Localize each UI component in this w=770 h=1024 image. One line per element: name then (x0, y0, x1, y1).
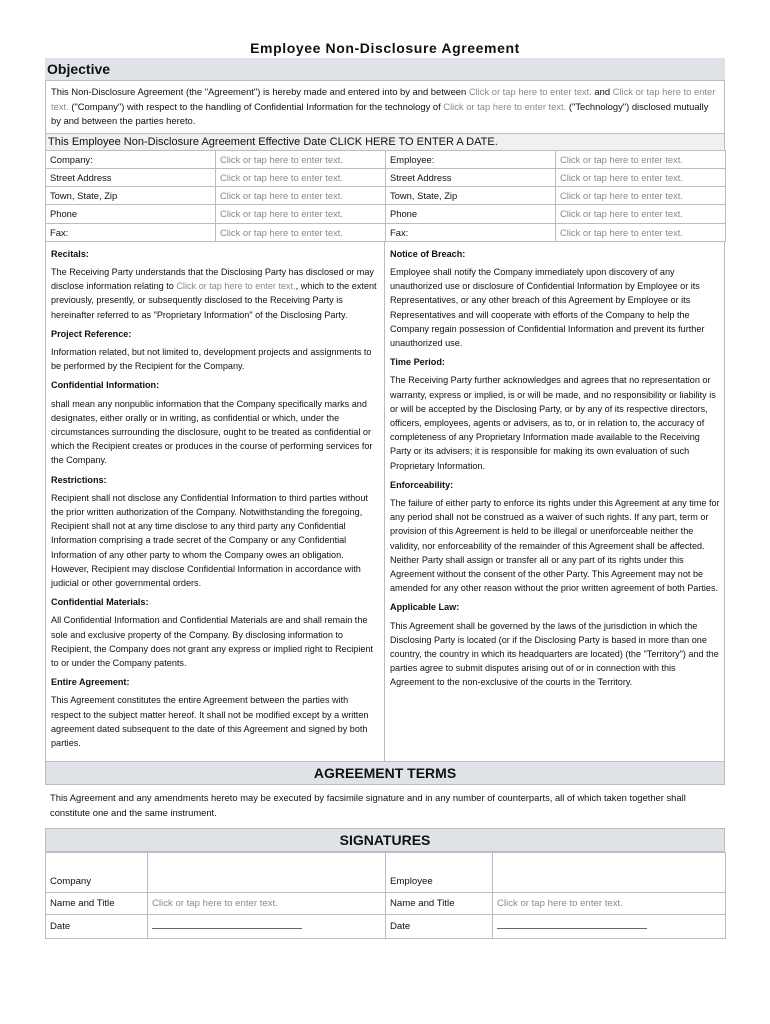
effective-date-bar (45, 134, 725, 150)
employee-name-title-label: Name and Title (386, 893, 493, 915)
employee-town-label: Town, State, Zip (386, 187, 556, 205)
employee-signature-field[interactable] (493, 853, 726, 893)
date-line (152, 922, 302, 929)
agreement-terms-text: This Agreement and any amendments hereto may be executed by facsimile signature and in any number of counterparts, all of which taken together shall constitute one and the same instrument. (50, 792, 686, 818)
enforceability-text: The failure of either party to enforce its rights under this Agreement at any time for any period shall not be construed as a waiver of such rights. If any part, term or provision of this Agreement is held to be illegal or unenforceable neither the validity, nor enforceability of the remainder of this Agreement shall be affected. Neither Party shall assign or transfer all or any part of its rights under this Agreement without the consent of the other Party. This Agreement may not be amended for any other reason without the prior written agreement of both Parties. (390, 497, 720, 594)
parties-table (45, 150, 726, 242)
company-phone-label: Phone (46, 205, 216, 223)
confidential-materials-heading: Confidential Materials: (51, 597, 149, 608)
entire-agreement-text: This Agreement constitutes the entire Agreement between the parties with respect to the subject matter hereof. It shall not be modified except by a written agreement dated subsequent to the date of this Agreement and signed by both parties. (51, 695, 369, 749)
company-name-title-label: Name and Title (46, 893, 148, 915)
recitals-text (51, 265, 380, 322)
company-town-input[interactable]: Click or tap here to enter text. (216, 187, 386, 205)
placeholder-field[interactable]: Click or tap here to enter text. (51, 86, 716, 112)
project-reference-heading: Project Reference: (51, 328, 132, 339)
table-row (46, 150, 726, 168)
notice-of-breach-heading: Notice of Breach: (390, 248, 466, 259)
employee-label: Employee: (386, 150, 556, 168)
notice-of-breach-text: Employee shall notify the Company immediately upon discovery of any unauthorized use or disclosure of Confidential Information by Employee or its Representatives, or any other breach of this Agreement by Employee or its Representatives and will cooperate with efforts of the Company to help the Company regain possession of Confidential Information and prevent its further unauthorized use. (390, 266, 705, 348)
sig-employee-label: Employee (386, 853, 493, 893)
recitals-heading: Recitals: (51, 248, 89, 259)
employee-phone-input[interactable]: Click or tap here to enter text. (556, 205, 726, 223)
employee-name-title-input[interactable]: Click or tap here to enter text. (493, 893, 726, 915)
company-phone-input[interactable]: Click or tap here to enter text. (216, 205, 386, 223)
agreement-terms-heading: AGREEMENT TERMS (45, 762, 725, 785)
restrictions-text: Recipient shall not disclose any Confidential Information to third parties without the prior written authorization of the Company. Notwithstanding the foregoing, Recipient shall not at any time disclose to any third party any Confidential Information comprising a trade secret of the Company or any Confidential Information of any other party to whom the Company owes an obligation. However, Recipient may disclose Confidential Information in accordance with judicial or other governmental orders. (51, 492, 368, 588)
signatures-table (45, 852, 726, 939)
placeholder-field[interactable]: Click or tap here to enter text. (176, 281, 296, 292)
table-row (46, 168, 726, 186)
clauses-left-column (46, 242, 385, 762)
document-page (45, 38, 725, 939)
table-row (46, 915, 726, 939)
employee-phone-label: Phone (386, 205, 556, 223)
placeholder-field[interactable]: Click or tap here to enter text. (443, 100, 567, 112)
date-line (497, 922, 647, 929)
employee-town-input[interactable]: Click or tap here to enter text. (556, 187, 726, 205)
employee-date-label: Date (386, 915, 493, 939)
document-title: Employee Non-Disclosure Agreement (250, 40, 520, 56)
applicable-law-text: This Agreement shall be governed by the laws of the jurisdiction in which the Disclosing Party is located (or if the Disclosing Party is based in more than one country, the country in which its headquarters are located) (the "Territory") and the parties agree to submit disputes arising out of or in connection with this Agreement to the non-exclusive of the courts in the Territory. (390, 620, 719, 688)
employee-street-label: Street Address (386, 168, 556, 186)
effective-date-field[interactable]: CLICK HERE TO ENTER A DATE. (329, 135, 498, 148)
confidential-information-text: shall mean any nonpublic information that the Company specifically marks and designates, either orally or in writing, as confidential or which, under the circumstances surrounding the disclosure, ought to be treated as confidential or which the Recipient creates or produces in the course of performing services for the Company. (51, 398, 373, 466)
employee-date-field[interactable] (493, 915, 726, 939)
restrictions-heading: Restrictions: (51, 474, 107, 485)
company-input[interactable]: Click or tap here to enter text. (216, 150, 386, 168)
employee-fax-input[interactable]: Click or tap here to enter text. (556, 223, 726, 241)
table-row (46, 205, 726, 223)
table-row (46, 853, 726, 893)
objective-text-3: ("Company") with respect to the handling of Confidential Information for the technology of (68, 100, 444, 112)
company-street-label: Street Address (46, 168, 216, 186)
company-fax-label: Fax: (46, 223, 216, 241)
employee-street-input[interactable]: Click or tap here to enter text. (556, 168, 726, 186)
clauses-section (45, 242, 725, 763)
placeholder-field[interactable]: Click or tap here to enter text. (468, 86, 592, 97)
objective-box (45, 81, 725, 134)
table-row (46, 187, 726, 205)
signatures-heading: SIGNATURES (45, 828, 725, 852)
clauses-right-column (385, 242, 724, 762)
sig-company-label: Company (46, 853, 148, 893)
enforceability-heading: Enforceability: (390, 479, 454, 490)
confidential-information-heading: Confidential Information: (51, 380, 160, 391)
applicable-law-heading: Applicable Law: (390, 602, 460, 613)
objective-text-2: and (591, 86, 613, 97)
entire-agreement-heading: Entire Agreement: (51, 677, 130, 688)
company-name-title-input[interactable]: Click or tap here to enter text. (148, 893, 386, 915)
time-period-text: The Receiving Party further acknowledges and agrees that no representation or warranty, express or implied, is or will be made, and no responsibility or liability is or will be accepted by the Disclosing Party, or by any of its respective directors, officers, employees, agents or advisers, as to, or in relation to, the accuracy of completeness of any Proprietary Information made available to the Receiving Party or its advisers; it is responsible for making its own evaluation of such Proprietary Information. (390, 375, 716, 471)
company-signature-field[interactable] (148, 853, 386, 893)
recitals-text-a: The Receiving Party understands that the Disclosing Party has disclosed or may disclose information relating to (51, 266, 374, 292)
objective-heading: Objective (45, 58, 725, 81)
project-reference-text: Information related, but not limited to, development projects and assignments to be performed by the Recipient for the Company. (51, 346, 372, 372)
objective-text-4: ("Technology") disclosed mutually by and between the parties hereto. (51, 100, 709, 127)
company-town-label: Town, State, Zip (46, 187, 216, 205)
table-row (46, 893, 726, 915)
time-period-heading: Time Period: (390, 357, 445, 368)
company-fax-input[interactable]: Click or tap here to enter text. (216, 223, 386, 241)
company-street-input[interactable]: Click or tap here to enter text. (216, 168, 386, 186)
company-label: Company: (46, 150, 216, 168)
employee-fax-label: Fax: (386, 223, 556, 241)
recitals-text-b: , which to the extent previously, presently, or subsequently disclosed to the Receiving Party is hereinafter referred to as "Proprietary Information" of the Disclosing Party. (51, 281, 377, 320)
objective-text (46, 81, 724, 133)
effective-date-label: This Employee Non-Disclosure Agreement Effective Date (48, 135, 327, 148)
objective-text-1: This Non-Disclosure Agreement (the "Agreement") is hereby made and entered into by and between (51, 86, 469, 97)
company-date-label: Date (46, 915, 148, 939)
confidential-materials-text: All Confidential Information and Confidential Materials are and shall remain the sole and exclusive property of the Company. By disclosing information to Recipient, the Company does not grant any express or implied right to Recipient to or under the Company patents. (51, 615, 373, 668)
employee-input[interactable]: Click or tap here to enter text. (556, 150, 726, 168)
company-date-field[interactable] (148, 915, 386, 939)
table-row (46, 223, 726, 241)
